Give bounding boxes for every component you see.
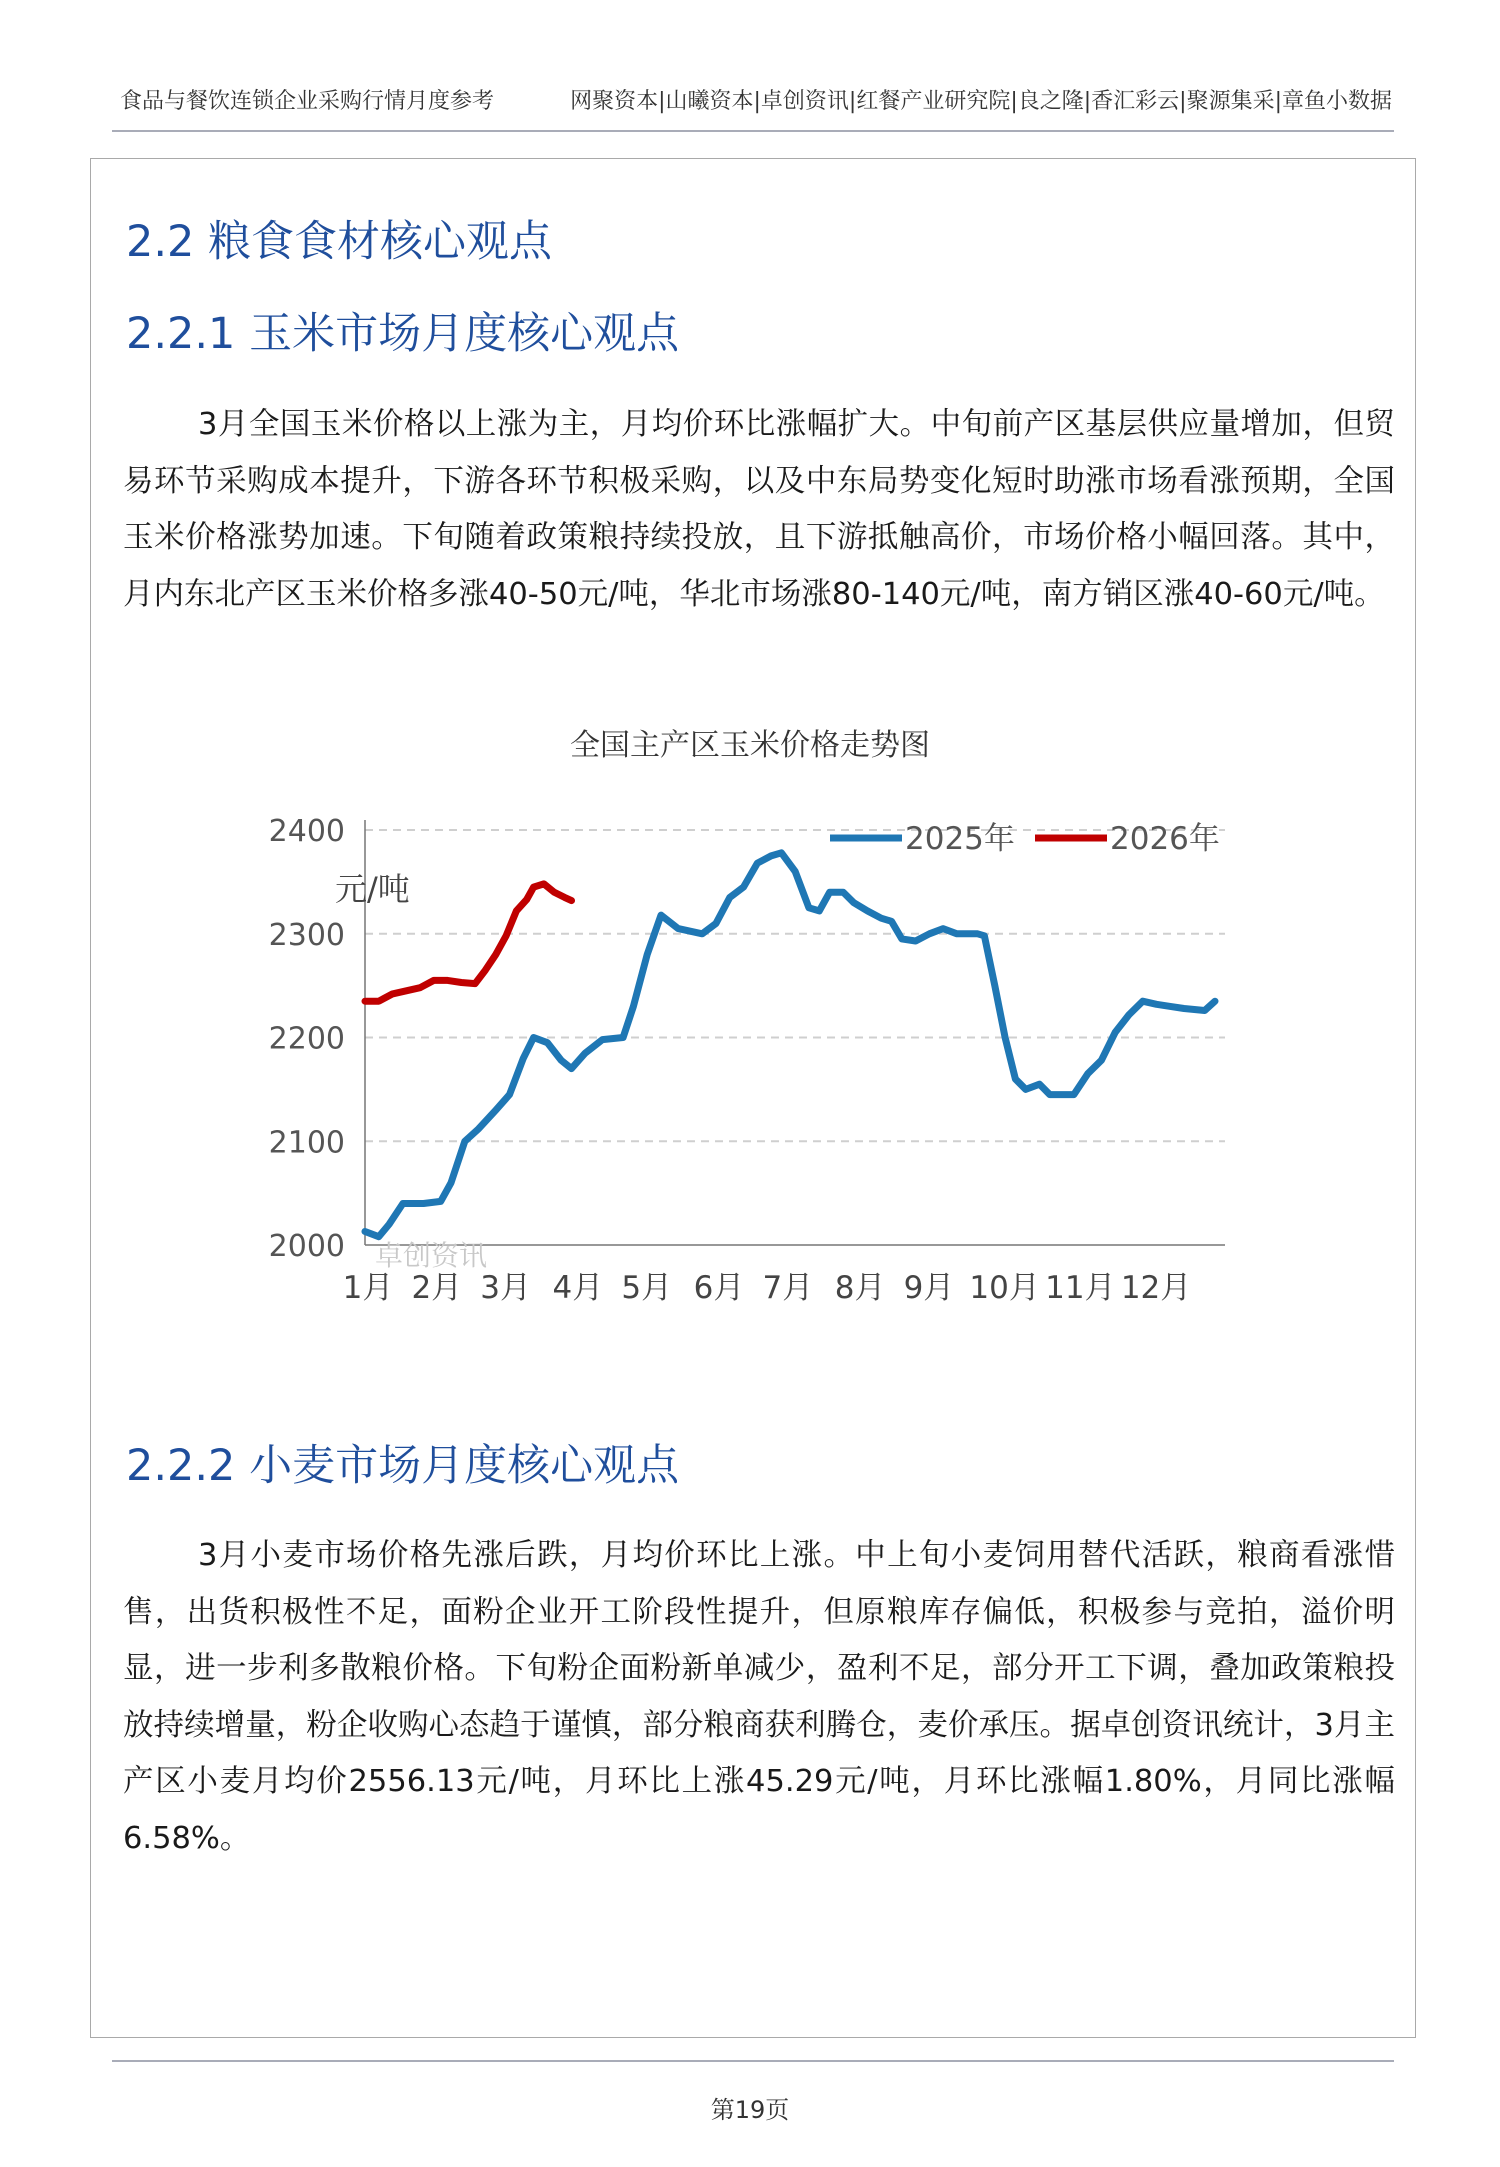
x-tick-label: 1月 bbox=[342, 1270, 394, 1306]
series-line bbox=[365, 853, 1215, 1237]
footer-divider bbox=[112, 2060, 1394, 2062]
page-number: 第19页 bbox=[710, 2096, 790, 2124]
y-tick-label: 2000 bbox=[268, 1229, 345, 1264]
x-tick-label: 12月 bbox=[1120, 1270, 1192, 1306]
y-tick-label: 2100 bbox=[268, 1125, 345, 1161]
x-tick-label: 6月 bbox=[693, 1270, 745, 1306]
header-left-title: 食品与餐饮连锁企业采购行情月度参考 bbox=[120, 89, 495, 114]
corn-paragraph: 3月全国玉米价格以上涨为主，月均价环比涨幅扩大。中旬前产区基层供应量增加，但贸易环节采购成本提升，下游各环节积极采购，以及中东局势变化短时助涨市场看涨预期，全国玉米价格涨势加速。下旬随着政策粮持续投放，且下游抵触高价，市场价格小幅回落。其中，月内东北产区玉米价格多涨40-50元/吨，华北市场涨80-140元/吨，南方销区涨40-60元/吨。 bbox=[123, 407, 1395, 612]
header-right-sources: 网聚资本|山曦资本|卓创资讯|红餐产业研究院|良之隆|香汇彩云|聚源集采|章鱼小数据 bbox=[570, 89, 1392, 114]
wheat-section-title: 2.2.2 小麦市场月度核心观点 bbox=[126, 1441, 680, 1491]
x-tick-label: 7月 bbox=[762, 1270, 814, 1306]
wheat-paragraph: 3月小麦市场价格先涨后跌，月均价环比上涨。中上旬小麦饲用替代活跃，粮商看涨惜售，出货积极性不足，面粉企业开工阶段性提升，但原粮库存偏低，积极参与竞拍，溢价明显，进一步利多散粮价格。下旬粉企面粉新单减少，盈利不足，部分开工下调，叠加政策粮投放持续增量，粉企收购心态趋于谨慎，部分粮商获利腾仓，麦价承压。据卓创资讯统计，3月主产区小麦月均价2556.13元/吨，月环比上涨45.29元/吨，月环比涨幅1.80%，月同比涨幅6.58%。 bbox=[123, 1538, 1395, 1856]
legend-label: 2025年 bbox=[905, 821, 1015, 857]
y-tick-label: 2300 bbox=[268, 917, 345, 953]
y-tick-label: 2200 bbox=[268, 1021, 345, 1057]
x-tick-label: 9月 bbox=[903, 1270, 955, 1306]
chart-title: 全国主产区玉米价格走势图 bbox=[570, 728, 930, 763]
x-tick-label: 5月 bbox=[621, 1270, 673, 1306]
corn-price-chart bbox=[250, 790, 1250, 1330]
y-tick-label: 2400 bbox=[268, 814, 345, 849]
x-tick-label: 11月 bbox=[1045, 1270, 1116, 1306]
section-title: 2.2 粮食食材核心观点 bbox=[126, 217, 553, 267]
x-tick-label: 8月 bbox=[834, 1270, 886, 1306]
header-divider bbox=[112, 130, 1394, 132]
legend-label: 2026年 bbox=[1110, 821, 1220, 857]
x-tick-label: 10月 bbox=[969, 1270, 1040, 1306]
corn-section-title: 2.2.1 玉米市场月度核心观点 bbox=[126, 309, 680, 359]
watermark: 卓创资讯 bbox=[375, 1239, 488, 1272]
y-axis-label: 元/吨 bbox=[335, 870, 410, 908]
x-tick-label: 4月 bbox=[552, 1270, 604, 1306]
x-tick-label: 3月 bbox=[480, 1270, 532, 1306]
x-tick-label: 2月 bbox=[411, 1270, 463, 1306]
